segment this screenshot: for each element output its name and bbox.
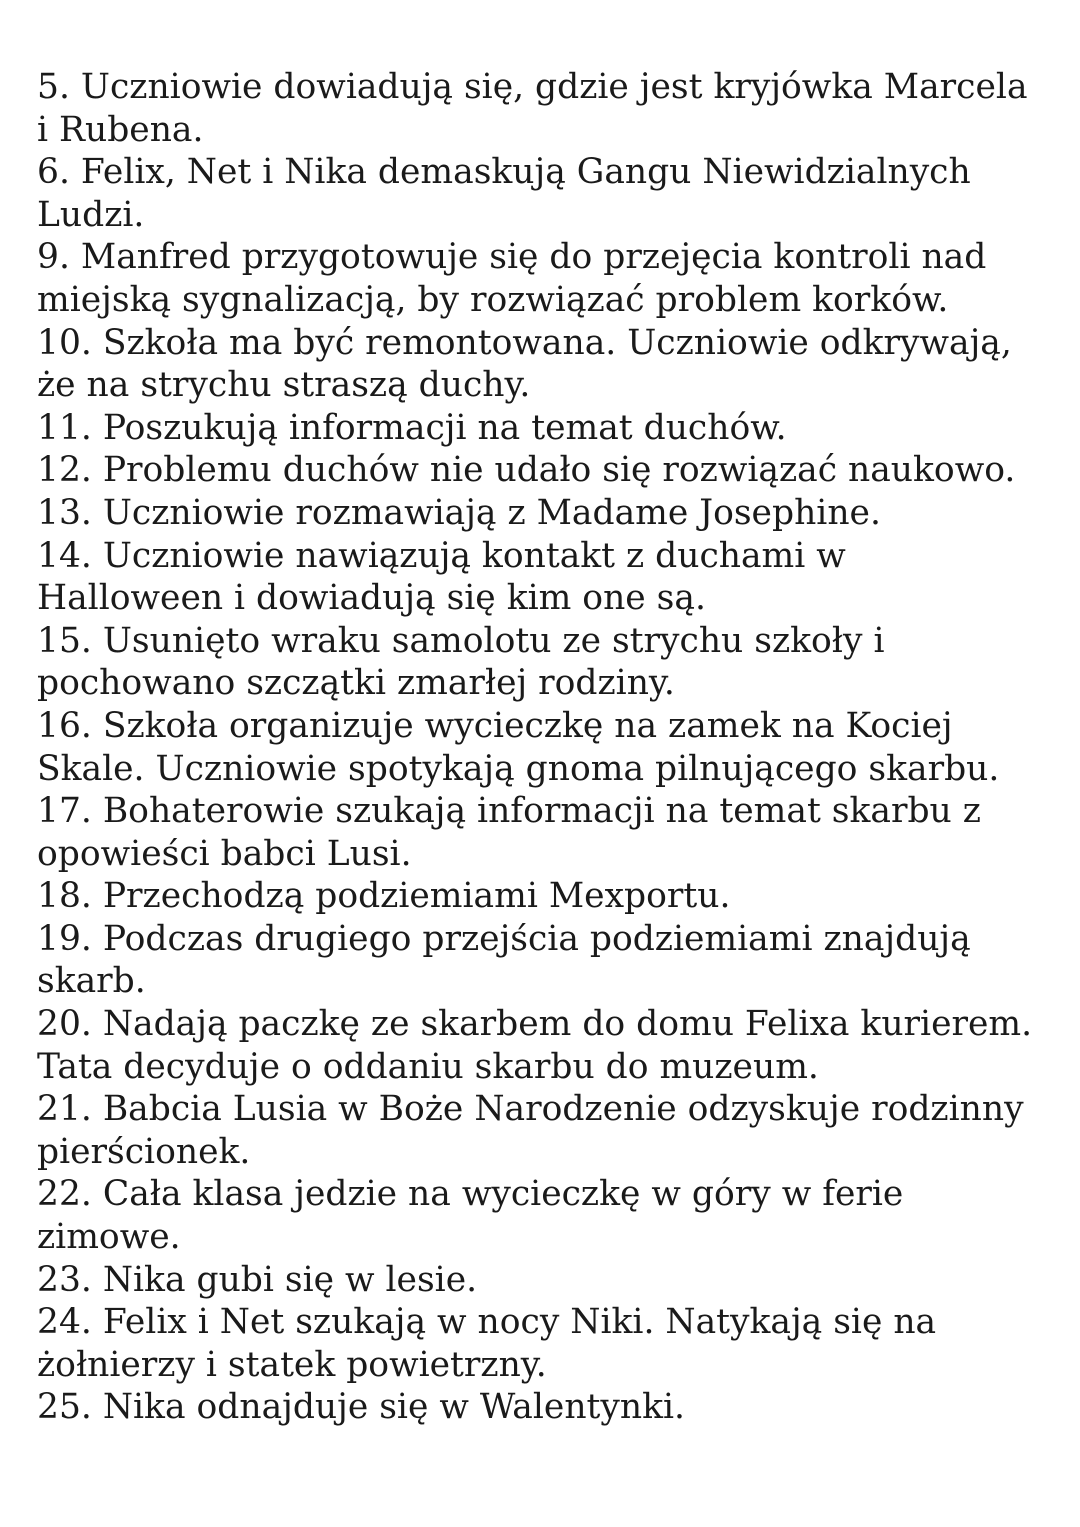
entry-line: 6. Felix, Net i Nika demaskują Gangu Niewidzialnych xyxy=(37,152,971,193)
entry-line: Halloween i dowiadują się kim one są. xyxy=(37,578,706,619)
list-item xyxy=(37,875,1057,918)
entry-line: 19. Podczas drugiego przejścia podziemiami znajdują xyxy=(37,918,971,959)
entry-line: 14. Uczniowie nawiązują kontakt z duchami w xyxy=(37,535,846,576)
entry-line: zimowe. xyxy=(37,1217,181,1258)
entry-line: 10. Szkoła ma być remontowana. Uczniowie odkrywają, xyxy=(37,322,1012,363)
list-item xyxy=(37,322,1057,407)
list-item xyxy=(37,1088,1057,1173)
entry-line: 24. Felix i Net szukają w nocy Niki. Natykają się na xyxy=(37,1302,937,1343)
list-item xyxy=(37,790,1057,875)
list-item xyxy=(37,620,1057,705)
entry-line: 22. Cała klasa jedzie na wycieczkę w góry w ferie xyxy=(37,1174,904,1215)
list-item xyxy=(37,66,1057,151)
list-item xyxy=(37,151,1057,236)
list-item xyxy=(37,1173,1057,1258)
entry-line: Skale. Uczniowie spotykają gnoma pilnującego skarbu. xyxy=(37,748,1000,789)
entry-line: 23. Nika gubi się w lesie. xyxy=(37,1259,478,1300)
list-item xyxy=(37,1259,1057,1302)
list-item xyxy=(37,1301,1057,1386)
entry-line: 18. Przechodzą podziemiami Mexportu. xyxy=(37,876,731,917)
entry-line: 21. Babcia Lusia w Boże Narodzenie odzyskuje rodzinny xyxy=(37,1089,1024,1130)
entry-line: 20. Nadają paczkę ze skarbem do domu Felixa kurierem. xyxy=(37,1004,1033,1045)
entry-line: 15. Usunięto wraku samolotu ze strychu szkoły i xyxy=(37,620,885,661)
entry-line: 5. Uczniowie dowiadują się, gdzie jest kryjówka Marcela xyxy=(37,67,1028,107)
entry-line: skarb. xyxy=(37,961,146,1002)
entry-line: pochowano szczątki zmarłej rodziny. xyxy=(37,663,675,704)
entry-line: 9. Manfred przygotowuje się do przejęcia kontroli nad xyxy=(37,237,987,278)
entry-line: 25. Nika odnajduje się w Walentynki. xyxy=(37,1387,686,1428)
entry-line: i Rubena. xyxy=(37,109,204,150)
entry-line: Ludzi. xyxy=(37,194,145,235)
list-item xyxy=(37,705,1057,790)
entry-line: 12. Problemu duchów nie udało się rozwiązać naukowo. xyxy=(37,450,1016,491)
list-item xyxy=(37,236,1057,321)
list-item xyxy=(37,449,1057,492)
list-item xyxy=(37,1386,1057,1429)
entry-line: miejską sygnalizacją, by rozwiązać problem korków. xyxy=(37,279,949,320)
entry-line: pierścionek. xyxy=(37,1131,251,1172)
entry-line: opowieści babci Lusi. xyxy=(37,833,412,874)
entry-line: 16. Szkoła organizuje wycieczkę na zamek na Kociej xyxy=(37,705,953,746)
list-item xyxy=(37,407,1057,450)
list-item xyxy=(37,918,1057,1003)
entry-line: że na strychu straszą duchy. xyxy=(37,365,531,406)
entry-line: żołnierzy i statek powietrzny. xyxy=(37,1344,547,1385)
list-item xyxy=(37,1003,1057,1088)
entry-line: 17. Bohaterowie szukają informacji na temat skarbu z xyxy=(37,791,981,832)
entry-line: Tata decyduje o oddaniu skarbu do muzeum. xyxy=(37,1046,819,1087)
list-item xyxy=(37,492,1057,535)
list-item xyxy=(37,535,1057,620)
document-page xyxy=(37,66,1057,1429)
entry-line: 13. Uczniowie rozmawiają z Madame Josephine. xyxy=(37,492,881,533)
entry-line: 11. Poszukują informacji na temat duchów. xyxy=(37,407,787,448)
